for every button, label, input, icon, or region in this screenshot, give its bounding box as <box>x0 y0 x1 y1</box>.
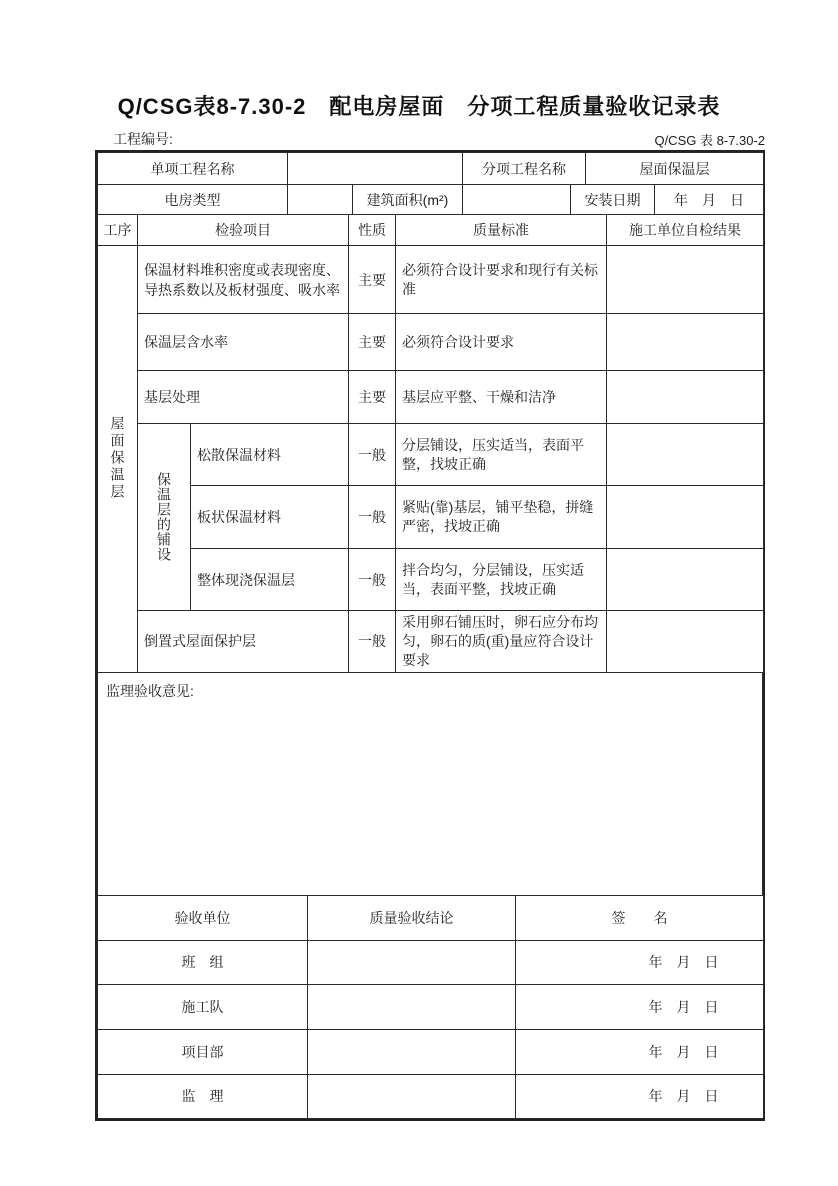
unit-project-value-cell <box>288 153 463 185</box>
room-type-value-cell <box>288 185 353 215</box>
self-check-result-cell <box>607 549 764 611</box>
signoff-table <box>97 895 764 1119</box>
check-standard: 拌合均匀，分层铺设，压实适当，表面平整，找坡正确 <box>396 549 607 611</box>
supervision-table <box>97 672 763 896</box>
table-row <box>98 314 764 371</box>
signoff-date: 年 月 日 <box>516 1074 764 1118</box>
sub-project-label: 分项工程名称 <box>463 153 586 185</box>
signoff-conclusion-cell <box>308 984 516 1029</box>
self-check-result-cell <box>607 611 764 673</box>
table-row <box>98 1074 764 1118</box>
page-title: Q/CSG表8-7.30-2 配电房屋面 分项工程质量验收记录表 <box>117 94 721 119</box>
supervision-opinion-cell: 监理验收意见: <box>98 672 763 895</box>
signoff-conclusion-cell <box>308 940 516 984</box>
building-area-label: 建筑面积(m²) <box>353 185 463 215</box>
check-standard: 必须符合设计要求和现行有关标准 <box>396 246 607 314</box>
check-item: 保温材料堆积密度或表现密度、导热系数以及板材强度、吸水率 <box>138 246 349 314</box>
check-standard: 分层铺设，压实适当，表面平整，找坡正确 <box>396 424 607 486</box>
checklist-table <box>97 214 764 673</box>
project-number-label: 工程编号: <box>113 131 173 147</box>
header-self-check: 施工单位自检结果 <box>607 215 764 246</box>
check-nature: 一般 <box>349 424 396 486</box>
laying-group-label: 保温层的铺设 <box>138 424 191 611</box>
install-date-value: 年 月 日 <box>655 185 764 215</box>
form-number: Q/CSG 表 8-7.30-2 <box>654 133 765 148</box>
building-area-value-cell <box>463 185 571 215</box>
signoff-date: 年 月 日 <box>516 984 764 1029</box>
check-item: 松散保温材料 <box>191 424 349 486</box>
subheader-row <box>95 129 765 149</box>
self-check-result-cell <box>607 314 764 371</box>
record-table <box>95 150 765 1121</box>
check-item: 基层处理 <box>138 371 349 424</box>
check-nature: 主要 <box>349 314 396 371</box>
check-nature: 主要 <box>349 246 396 314</box>
unit-project-label: 单项工程名称 <box>98 153 288 185</box>
self-check-result-cell <box>607 486 764 549</box>
check-item: 板状保温材料 <box>191 486 349 549</box>
table-row <box>98 486 764 549</box>
check-nature: 一般 <box>349 549 396 611</box>
signoff-unit: 施工队 <box>98 984 308 1029</box>
header-nature: 性质 <box>349 215 396 246</box>
self-check-result-cell <box>607 246 764 314</box>
check-standard: 采用卵石铺压时，卵石应分布均匀，卵石的质(重)量应符合设计要求 <box>396 611 607 673</box>
check-nature: 主要 <box>349 371 396 424</box>
check-item: 倒置式屋面保护层 <box>138 611 349 673</box>
signoff-unit-header: 验收单位 <box>98 895 308 940</box>
check-item: 保温层含水率 <box>138 314 349 371</box>
table-row <box>98 611 764 673</box>
signoff-conclusion-cell <box>308 1074 516 1118</box>
table-row <box>98 371 764 424</box>
table-row <box>98 549 764 611</box>
signoff-conclusion-cell <box>308 1029 516 1074</box>
process-group-label: 屋面保温层 <box>98 246 138 673</box>
signoff-unit: 监 理 <box>98 1074 308 1118</box>
signoff-date: 年 月 日 <box>516 940 764 984</box>
table-row <box>98 984 764 1029</box>
check-standard: 紧贴(靠)基层，铺平垫稳，拼缝严密，找坡正确 <box>396 486 607 549</box>
check-standard: 必须符合设计要求 <box>396 314 607 371</box>
header-process: 工序 <box>98 215 138 246</box>
check-nature: 一般 <box>349 611 396 673</box>
install-date-label: 安装日期 <box>571 185 655 215</box>
signoff-conclusion-header: 质量验收结论 <box>308 895 516 940</box>
table-row <box>98 424 764 486</box>
table-row <box>98 246 764 314</box>
header-standard: 质量标准 <box>396 215 607 246</box>
signoff-unit: 班 组 <box>98 940 308 984</box>
room-type-label: 电房类型 <box>98 185 288 215</box>
sub-project-value: 屋面保温层 <box>586 153 764 185</box>
check-item: 整体现浇保温层 <box>191 549 349 611</box>
header-item: 检验项目 <box>138 215 349 246</box>
table-row <box>98 940 764 984</box>
table-row <box>98 1029 764 1074</box>
signoff-unit: 项目部 <box>98 1029 308 1074</box>
self-check-result-cell <box>607 424 764 486</box>
check-nature: 一般 <box>349 486 396 549</box>
check-standard: 基层应平整、干燥和洁净 <box>396 371 607 424</box>
signoff-signature-header: 签 名 <box>516 895 764 940</box>
self-check-result-cell <box>607 371 764 424</box>
info-table <box>97 152 764 215</box>
signoff-date: 年 月 日 <box>516 1029 764 1074</box>
